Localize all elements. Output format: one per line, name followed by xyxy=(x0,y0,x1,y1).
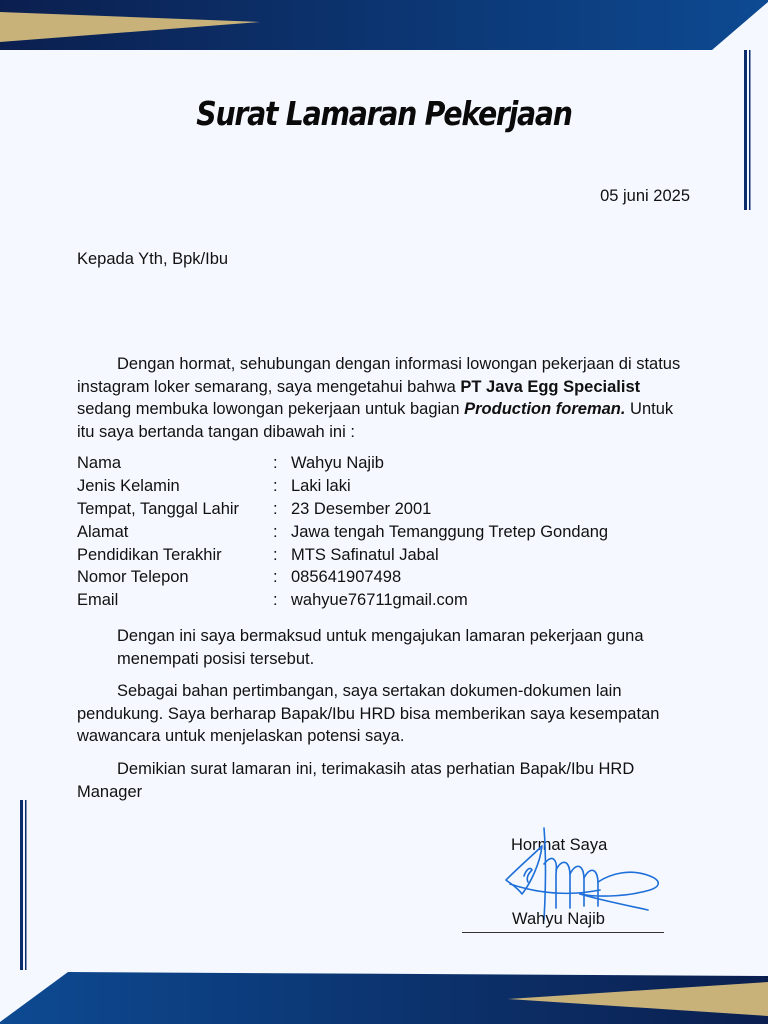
info-row-email xyxy=(77,589,608,612)
consideration-paragraph: Sebagai bahan pertimbangan, saya sertakan dokumen-dokumen lain pendukung. Saya berharap Bapak/Ibu HRD bisa memberikan saya kesempatan wawancara untuk menjelaskan potensi saya. xyxy=(77,682,660,745)
info-value: Jawa tengah Temanggung Tretep Gondang xyxy=(291,522,609,541)
info-value: MTS Safinatul Jabal xyxy=(291,545,439,564)
left-line-2 xyxy=(25,800,27,970)
info-colon: : xyxy=(273,568,278,587)
company-name: PT Java Egg Specialist xyxy=(460,377,641,396)
info-value: 23 Desember 2001 xyxy=(291,499,432,518)
info-row-education xyxy=(77,544,608,567)
info-row-birth xyxy=(77,498,608,521)
info-label: Jenis Kelamin xyxy=(77,476,180,495)
letter-title: Surat Lamaran Pekerjaan xyxy=(196,94,572,133)
info-label: Pendidikan Terakhir xyxy=(77,545,222,564)
signer-name: Wahyu Najib xyxy=(512,910,605,928)
right-line-2 xyxy=(749,50,751,210)
info-row-gender xyxy=(77,475,608,498)
info-colon: : xyxy=(273,545,278,564)
job-position: Production foreman. xyxy=(464,400,626,418)
info-label: Email xyxy=(77,591,119,610)
signature-block xyxy=(460,830,665,940)
info-label: Alamat xyxy=(77,522,129,541)
applicant-info xyxy=(77,452,608,612)
info-label: Tempat, Tanggal Lahir xyxy=(77,499,240,518)
info-value: Laki laki xyxy=(291,476,351,495)
info-value: 085641907498 xyxy=(291,568,402,587)
info-row-phone xyxy=(77,566,608,589)
info-colon: : xyxy=(273,522,278,541)
info-label: Nama xyxy=(77,453,122,472)
intro-text-2: sedang membuka lowongan pekerjaan untuk bagian xyxy=(77,400,465,418)
closing-paragraph: Demikian surat lamaran ini, terimakasih atas perhatian Bapak/Ibu HRD Manager xyxy=(77,760,635,801)
intro-text-3: Untuk itu saya bertanda tangan dibawah ini : xyxy=(77,400,674,441)
info-row-address xyxy=(77,521,608,544)
info-colon: : xyxy=(273,476,278,495)
right-line-1 xyxy=(744,50,747,210)
info-value: Wahyu Najib xyxy=(291,453,384,472)
info-colon: : xyxy=(273,453,278,472)
letter-date: 05 juni 2025 xyxy=(600,187,690,205)
signature-line xyxy=(462,932,664,933)
closing-salutation: Hormat Saya xyxy=(511,836,608,854)
info-value: wahyue76711gmail.com xyxy=(291,591,468,610)
info-colon: : xyxy=(273,499,278,518)
recipient: Kepada Yth, Bpk/Ibu xyxy=(77,250,229,268)
left-line-1 xyxy=(20,800,23,970)
info-label: Nomor Telepon xyxy=(77,568,189,587)
intro-text-1: Dengan hormat, sehubungan dengan informasi lowongan pekerjaan di status instagram loker semarang, saya mengetahui bahwa xyxy=(77,355,681,396)
intent-paragraph: Dengan ini saya bermaksud untuk mengajukan lamaran pekerjaan guna menempati posisi tersebut. xyxy=(117,627,644,668)
info-row-name xyxy=(77,452,608,475)
info-colon: : xyxy=(273,591,278,610)
intro-paragraph xyxy=(77,353,689,443)
